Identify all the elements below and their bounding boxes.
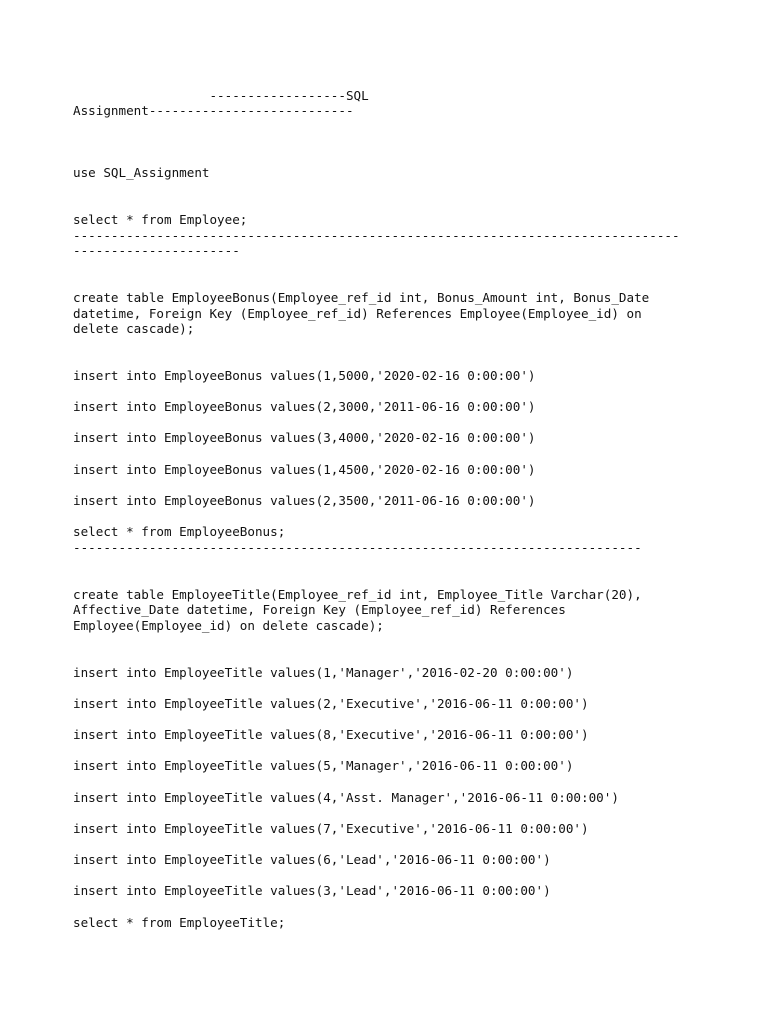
bonus-insert-statement: insert into EmployeeBonus values(1,5000,'2020-02-16 0:00:00') (73, 368, 536, 383)
use-statement: use SQL_Assignment (73, 165, 210, 180)
bonus-insert-statement: insert into EmployeeBonus values(2,3000,'2011-06-16 0:00:00') (73, 399, 536, 414)
create-bonus-line: delete cascade); (73, 321, 195, 336)
bonus-insert-statement: insert into EmployeeBonus values(1,4500,'2020-02-16 0:00:00') (73, 462, 536, 477)
separator-line: ---------------------- (73, 243, 240, 258)
title-insert-statement: insert into EmployeeTitle values(5,'Manager','2016-06-11 0:00:00') (73, 758, 574, 773)
title-insert-statement: insert into EmployeeTitle values(2,'Executive','2016-06-11 0:00:00') (73, 696, 589, 711)
create-bonus-line: datetime, Foreign Key (Employee_ref_id) References Employee(Employee_id) on (73, 306, 642, 321)
title-line-2: Assignment--------------------------- (73, 103, 354, 118)
bonus-insert-statement: insert into EmployeeBonus values(3,4000,'2020-02-16 0:00:00') (73, 430, 536, 445)
select-title-statement: select * from EmployeeTitle; (73, 915, 286, 930)
title-insert-statement: insert into EmployeeTitle values(1,'Manager','2016-02-20 0:00:00') (73, 665, 574, 680)
title-insert-statement: insert into EmployeeTitle values(4,'Asst. Manager','2016-06-11 0:00:00') (73, 790, 619, 805)
select-employee-statement: select * from Employee; (73, 212, 248, 227)
select-bonus-statement: select * from EmployeeBonus; (73, 524, 286, 539)
separator-line: -------------------------------------------------------------------------------- (73, 228, 680, 243)
bonus-insert-statement: insert into EmployeeBonus values(2,3500,'2011-06-16 0:00:00') (73, 493, 536, 508)
create-title-line: Affective_Date datetime, Foreign Key (Employee_ref_id) References (73, 602, 566, 617)
title-insert-statement: insert into EmployeeTitle values(6,'Lead','2016-06-11 0:00:00') (73, 852, 551, 867)
create-bonus-line: create table EmployeeBonus(Employee_ref_id int, Bonus_Amount int, Bonus_Date (73, 290, 650, 305)
separator-line: --------------------------------------------------------------------------- (73, 540, 642, 555)
title-insert-statement: insert into EmployeeTitle values(8,'Executive','2016-06-11 0:00:00') (73, 727, 589, 742)
create-title-line: create table EmployeeTitle(Employee_ref_id int, Employee_Title Varchar(20), (73, 587, 642, 602)
title-insert-statement: insert into EmployeeTitle values(3,'Lead','2016-06-11 0:00:00') (73, 883, 551, 898)
create-title-line: Employee(Employee_id) on delete cascade); (73, 618, 384, 633)
title-insert-statement: insert into EmployeeTitle values(7,'Executive','2016-06-11 0:00:00') (73, 821, 589, 836)
title-line-1: ------------------SQL (73, 88, 369, 103)
